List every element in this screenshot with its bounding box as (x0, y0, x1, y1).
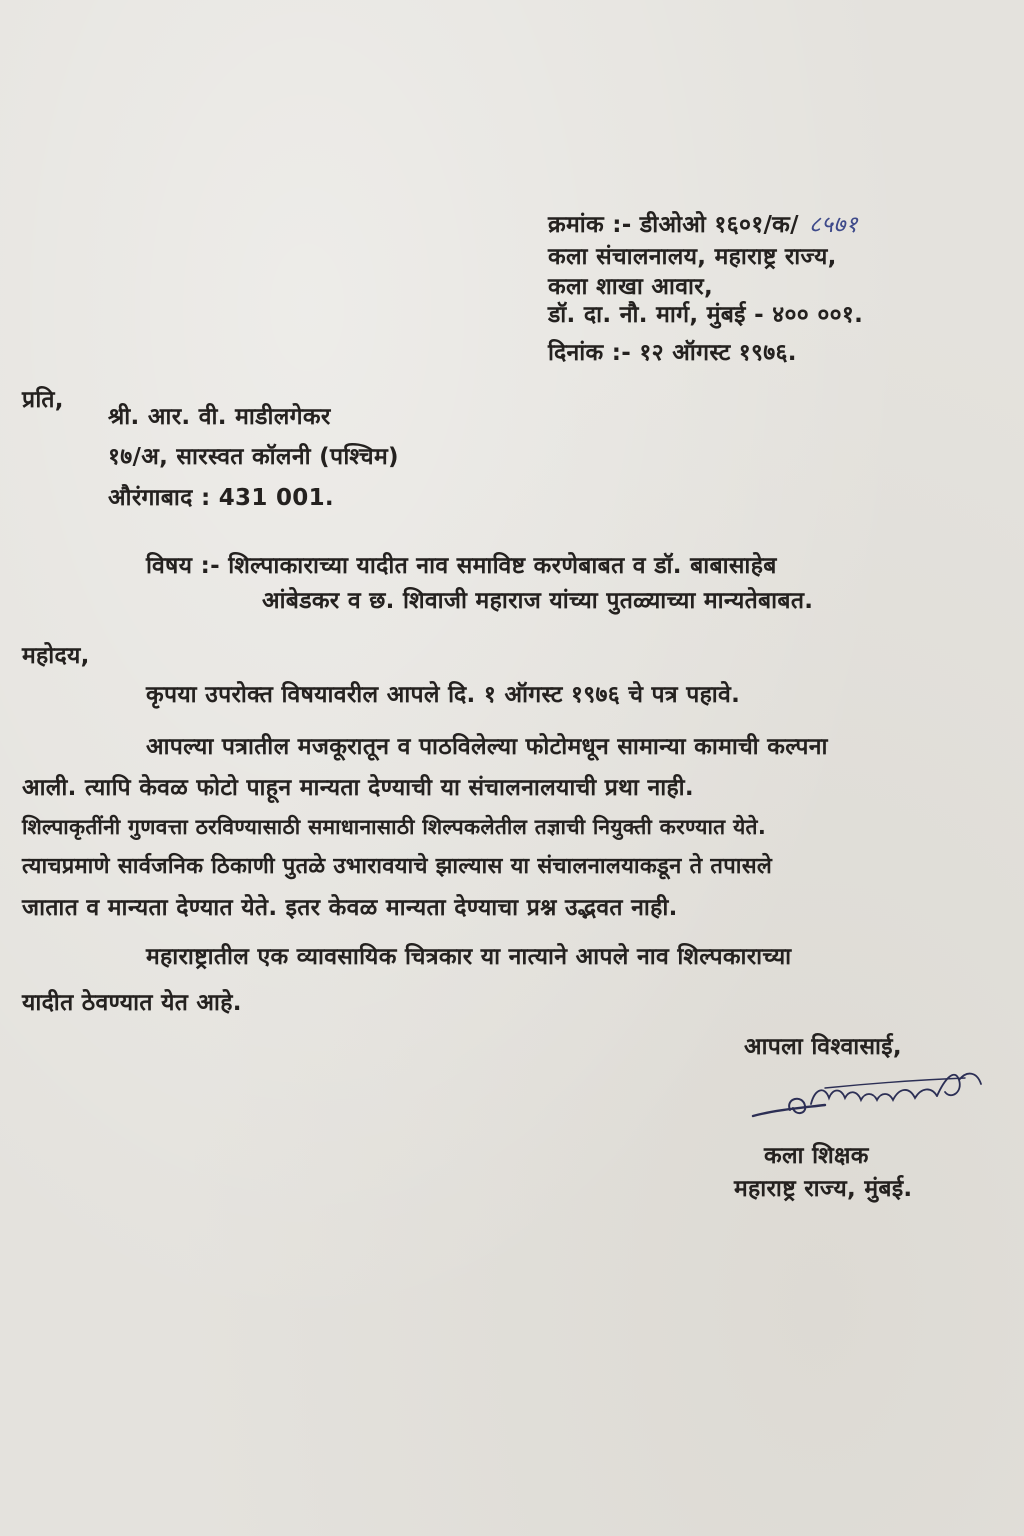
paragraph-1: कृपया उपरोक्त विषयावरील आपले दि. १ ऑगस्ट १९७६ चे पत्र पहावे. (146, 682, 741, 708)
paragraph-3-line: महाराष्ट्रातील एक व्यावसायिक चित्रकार या नात्याने आपले नाव शिल्पकाराच्या (146, 944, 792, 970)
reference-number (548, 214, 858, 237)
handwritten-signature (745, 1058, 990, 1128)
recipient-address-line-1: १७/अ, सारस्वत कॉलनी (पश्चिम) (108, 444, 399, 470)
valediction: आपला विश्वासाई, (744, 1034, 902, 1060)
recipient-to-label: प्रति, (22, 387, 64, 413)
subject-line-2: आंबेडकर व छ. शिवाजी महाराज यांच्या पुतळ्याच्या मान्यतेबाबत. (262, 588, 814, 614)
office-line-2: कला शाखा आवार, (548, 274, 713, 300)
letter-date: दिनांक :- १२ ऑगस्ट १९७६. (548, 340, 797, 366)
recipient-name: श्री. आर. वी. माडीलगेकर (108, 404, 331, 430)
recipient-address-line-2: औरंगाबाद : 431 001. (108, 485, 334, 511)
reference-handwritten: ८५७१ (808, 212, 858, 238)
subject-line-1: विषय :- शिल्पाकाराच्या यादीत नाव समाविष्ट करणेबाबत व डॉ. बाबासाहेब (146, 553, 777, 579)
paragraph-2-line: शिल्पाकृतींनी गुणवत्ता ठरविण्यासाठी समाधानासाठी शिल्पकलेतील तज्ञाची नियुक्ती करण्यात येते. (22, 815, 767, 839)
paragraph-2-line: त्याचप्रमाणे सार्वजनिक ठिकाणी पुतळे उभारावयाचे झाल्यास या संचालनालयाकडून ते तपासले (22, 854, 773, 879)
signatory-title: कला शिक्षक (764, 1143, 869, 1169)
salutation: महोदय, (22, 643, 90, 669)
paragraph-2-line: आली. त्यापि केवळ फोटो पाहून मान्यता देण्याची या संचालनालयाची प्रथा नाही. (22, 775, 694, 801)
office-line-1: कला संचालनालय, महाराष्ट्र राज्य, (548, 244, 837, 270)
paragraph-3-line: यादीत ठेवण्यात येत आहे. (22, 990, 242, 1016)
paragraph-2-line: जातात व मान्यता देण्यात येते. इतर केवळ मान्यता देण्याचा प्रश्न उद्भवत नाही. (22, 895, 678, 921)
signatory-org: महाराष्ट्र राज्य, मुंबई. (734, 1176, 913, 1202)
reference-label: क्रमांक :- डीओओ १६०१/क/ (548, 212, 799, 238)
paragraph-2-line: आपल्या पत्रातील मजकूरातून व पाठविलेल्या फोटोमधून सामान्या कामाची कल्पना (146, 734, 828, 760)
office-line-3: डॉ. दा. नौ. मार्ग, मुंबई - ४०० ००१. (548, 302, 864, 328)
